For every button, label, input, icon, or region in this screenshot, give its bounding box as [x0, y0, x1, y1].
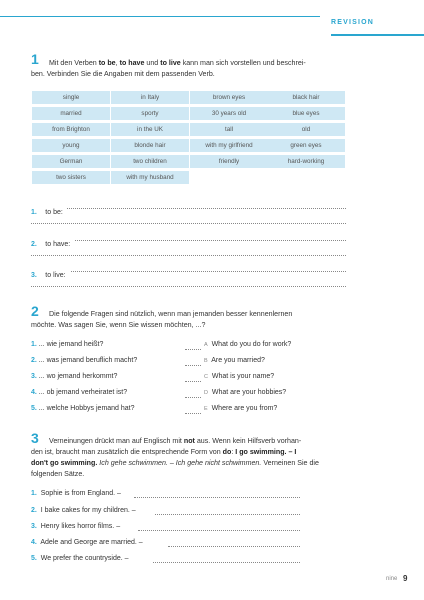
- grid-cell: black hair: [267, 91, 345, 104]
- grid-cell: blonde hair: [111, 139, 189, 152]
- answer-option-a: A What do you do for work?: [204, 341, 292, 348]
- grid-cell: old: [267, 123, 345, 136]
- grid-cell: with my girlfriend: [190, 139, 268, 152]
- match-blank[interactable]: [185, 397, 201, 398]
- grid-cell: with my husband: [111, 171, 189, 184]
- answer-item-2: 2. to have:: [31, 241, 71, 248]
- answer-option-c: C What is your name?: [204, 373, 275, 380]
- answer-line[interactable]: [155, 514, 300, 515]
- exercise-number-2: 2: [31, 303, 39, 319]
- exercise-3-instructions-line4: folgenden Sätze.: [31, 470, 85, 478]
- answer-option-b: B Are you married?: [204, 357, 265, 364]
- exercise-3-instructions-line3: don't go swimming. Ich gehe schwimmen. – Ich gehe nicht schwimmen. Verneinen Sie die: [31, 459, 319, 467]
- answer-line[interactable]: [67, 208, 346, 209]
- answer-line[interactable]: [138, 530, 300, 531]
- answer-option-e: E Where are you from?: [204, 405, 278, 412]
- grid-cell: sporty: [111, 107, 189, 120]
- match-blank[interactable]: [185, 349, 201, 350]
- grid-cell: blue eyes: [267, 107, 345, 120]
- exercise-3-instructions: Verneinungen drückt man auf Englisch mit not aus. Wenn kein Hilfsverb vorhan-: [49, 437, 302, 445]
- grid-cell: two sisters: [32, 171, 110, 184]
- match-blank[interactable]: [185, 365, 201, 366]
- exercise-2-instructions: Die folgende Fragen sind nützlich, wenn man jemanden besser kennenlernen: [49, 310, 293, 318]
- answer-line[interactable]: [168, 546, 300, 547]
- grid-cell: German: [32, 155, 110, 168]
- question-1: 1. ... wie jemand heißt?: [31, 341, 104, 348]
- exercise-number-1: 1: [31, 51, 39, 67]
- grid-cell: from Brighton: [32, 123, 110, 136]
- sentence-5: 5. We prefer the countryside. –: [31, 555, 129, 562]
- header-rule: [331, 34, 424, 36]
- grid-cell: brown eyes: [190, 91, 268, 104]
- answer-line[interactable]: [31, 286, 346, 287]
- answer-line[interactable]: [31, 223, 346, 224]
- page-number: 9: [403, 574, 408, 583]
- grid-cell: young: [32, 139, 110, 152]
- match-blank[interactable]: [185, 413, 201, 414]
- exercise-1-instructions-line2: ben. Verbinden Sie die Angaben mit dem passenden Verb.: [31, 70, 215, 78]
- sentence-2: 2. I bake cakes for my children. –: [31, 507, 136, 514]
- answer-line[interactable]: [75, 240, 346, 241]
- grid-cell: hard-working: [267, 155, 345, 168]
- grid-cell: single: [32, 91, 110, 104]
- answer-line[interactable]: [71, 271, 346, 272]
- question-5: 5. ... welche Hobbys jemand hat?: [31, 405, 135, 412]
- page-word: nine: [386, 576, 398, 582]
- header-line: [0, 16, 320, 17]
- grid-cell: tall: [190, 123, 268, 136]
- exercise-2-instructions-line2: möchte. Was sagen Sie, wenn Sie wissen möchten, ...?: [31, 321, 206, 329]
- section-label: REVISION: [331, 19, 375, 26]
- grid-cell: two children: [111, 155, 189, 168]
- answer-line[interactable]: [31, 255, 346, 256]
- answer-option-d: D What are your hobbies?: [204, 389, 287, 396]
- grid-cell: in the UK: [111, 123, 189, 136]
- match-blank[interactable]: [185, 381, 201, 382]
- grid-cell: married: [32, 107, 110, 120]
- sentence-4: 4. Adele and George are married. –: [31, 539, 143, 546]
- exercise-number-3: 3: [31, 430, 39, 446]
- question-4: 4. ... ob jemand verheiratet ist?: [31, 389, 128, 396]
- exercise-1-instructions: Mit den Verben to be, to have und to live kann man sich vorstellen und beschrei-: [49, 59, 306, 67]
- grid-cell: 30 years old: [190, 107, 268, 120]
- answer-line[interactable]: [153, 562, 300, 563]
- sentence-1: 1. Sophie is from England. –: [31, 490, 121, 497]
- question-3: 3. ... wo jemand herkommt?: [31, 373, 118, 380]
- answer-item-3: 3. to live:: [31, 272, 66, 279]
- answer-item-1: 1. to be:: [31, 209, 63, 216]
- exercise-3-instructions-line2: den ist, braucht man zusätzlich die entsprechende Form von do: I go swimming. – I: [31, 448, 297, 456]
- grid-cell: friendly: [190, 155, 268, 168]
- question-2: 2. ... was jemand beruflich macht?: [31, 357, 138, 364]
- grid-cell: green eyes: [267, 139, 345, 152]
- grid-cell: in Italy: [111, 91, 189, 104]
- sentence-3: 3. Henry likes horror films. –: [31, 523, 121, 530]
- answer-line[interactable]: [134, 497, 300, 498]
